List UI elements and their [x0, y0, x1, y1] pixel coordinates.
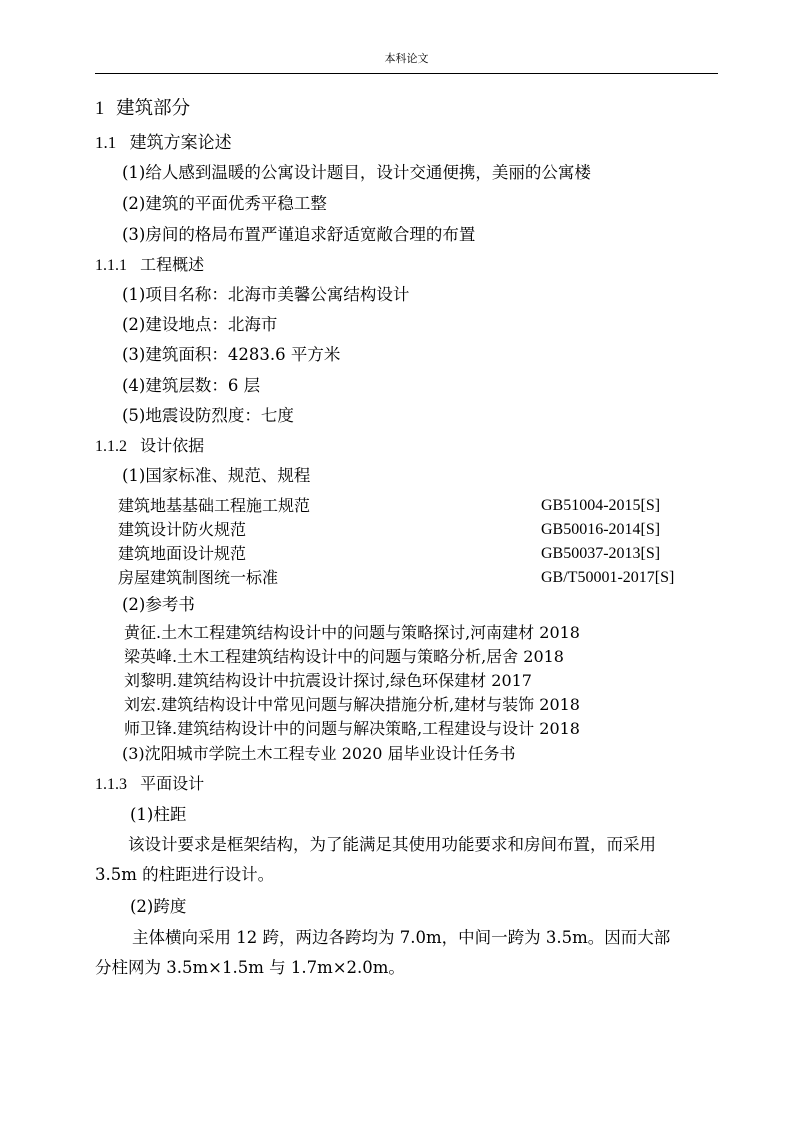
- section-title: 工程概述: [140, 255, 205, 274]
- span-text-line2: 分柱网为 3.5m×1.5m 与 1.7m×2.0m。: [95, 958, 405, 977]
- section-number: 1.1.2: [95, 438, 127, 455]
- reference-item: 刘宏.建筑结构设计中常见问题与解决措施分析,建材与装饰 2018: [124, 695, 580, 714]
- design-point-2: (2)建筑的平面优秀平稳工整: [122, 194, 327, 213]
- standards-heading: (1)国家标准、规范、规程: [122, 466, 311, 485]
- project-area: (3)建筑面积：4283.6 平方米: [122, 345, 341, 364]
- section-number: 1.1: [95, 133, 117, 152]
- section-number: 1.1.1: [95, 257, 127, 274]
- reference-item: 师卫锋.建筑结构设计中的问题与解决策略,工程建设与设计 2018: [124, 719, 580, 738]
- section-heading-1-1-2: [95, 435, 204, 458]
- section-heading-1-1-3: [95, 773, 204, 796]
- reference-item: 刘黎明.建筑结构设计中抗震设计探讨,绿色环保建材 2017: [124, 671, 532, 690]
- standard-code: GB/T50001-2017[S]: [541, 569, 675, 586]
- standard-code: GB50016-2014[S]: [541, 521, 661, 538]
- standard-row: [118, 567, 698, 589]
- section-heading-1: [95, 98, 190, 120]
- references-heading: (2)参考书: [122, 595, 195, 614]
- project-floors: (4)建筑层数：6 层: [122, 376, 261, 395]
- standard-name: 建筑地面设计规范: [118, 544, 247, 563]
- section-title: 建筑方案论述: [129, 133, 232, 153]
- standard-row: [118, 519, 698, 541]
- standard-name: 建筑地基基础工程施工规范: [118, 496, 311, 515]
- standard-row: [118, 495, 698, 517]
- project-location: (2)建设地点：北海市: [122, 315, 278, 334]
- project-name: (1)项目名称：北海市美馨公寓结构设计: [122, 285, 410, 304]
- column-spacing-heading: (1)柱距: [130, 805, 187, 824]
- standard-name: 房屋建筑制图统一标准: [118, 568, 279, 587]
- section-title: 平面设计: [140, 774, 205, 793]
- standard-row: [118, 543, 698, 565]
- reference-item: 黄征.土木工程建筑结构设计中的问题与策略探讨,河南建材 2018: [124, 623, 580, 642]
- section-heading-1-1: [95, 132, 232, 154]
- project-seismic: (5)地震设防烈度：七度: [122, 406, 294, 425]
- design-point-3: (3)房间的格局布置严谨追求舒适宽敞合理的布置: [122, 225, 476, 244]
- section-heading-1-1-1: [95, 254, 204, 277]
- section-number: 1.1.3: [95, 776, 127, 793]
- span-heading: (2)跨度: [130, 897, 187, 916]
- section-title: 设计依据: [140, 436, 205, 455]
- section-title: 建筑部分: [116, 98, 191, 119]
- design-point-1: (1)给人感到温暖的公寓设计题目，设计交通便携，美丽的公寓楼: [122, 163, 591, 182]
- standard-code: GB50037-2013[S]: [541, 545, 661, 562]
- page-header: 本科论文: [384, 52, 429, 65]
- column-spacing-text-line1: 该设计要求是框架结构，为了能满足其使用功能要求和房间布置，而采用: [128, 835, 656, 854]
- task-book: (3)沈阳城市学院土木工程专业 2020 届毕业设计任务书: [122, 744, 516, 763]
- span-text-line1: 主体横向采用 12 跨，两边各跨均为 7.0m，中间一跨为 3.5m。因而大部: [132, 928, 671, 947]
- column-spacing-text-line2: 3.5m 的柱距进行设计。: [95, 865, 275, 884]
- header-rule: [95, 73, 718, 74]
- standard-name: 建筑设计防火规范: [118, 520, 247, 539]
- section-number: 1: [95, 99, 105, 119]
- standard-code: GB51004-2015[S]: [541, 497, 661, 514]
- reference-item: 梁英峰.土木工程建筑结构设计中的问题与策略分析,居舍 2018: [124, 647, 564, 666]
